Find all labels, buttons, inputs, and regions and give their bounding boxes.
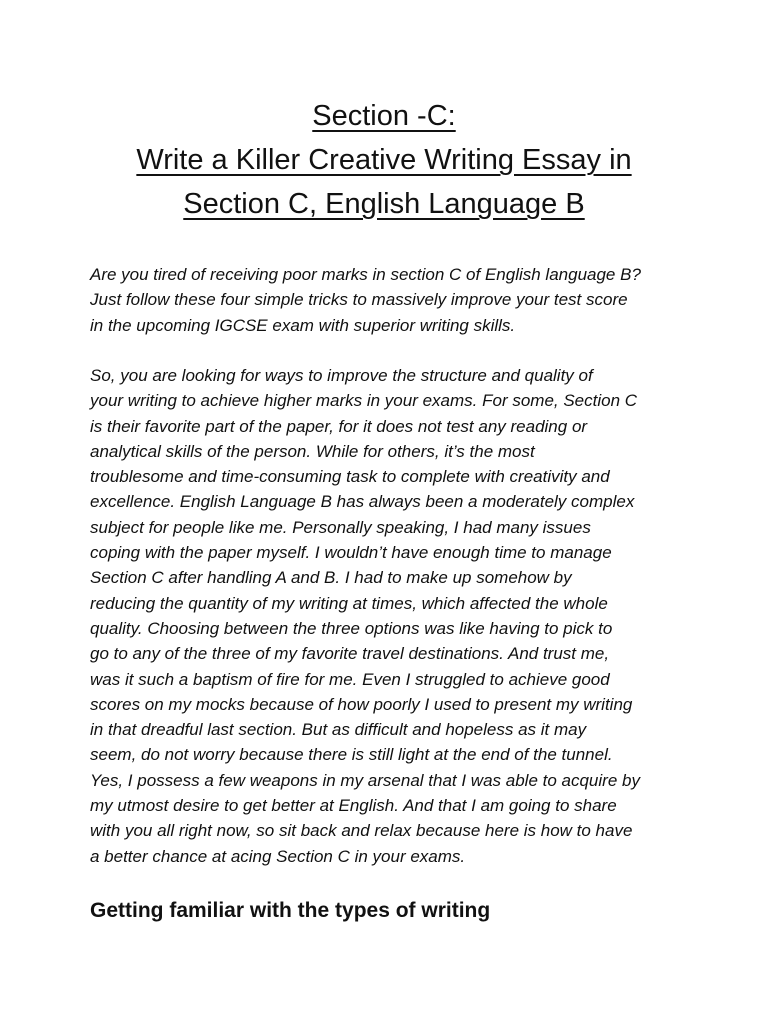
main-line: excellence. English Language B has always been a moderately complex xyxy=(90,492,635,512)
main-paragraph xyxy=(90,363,690,869)
main-line: reducing the quantity of my writing at times, which affected the whole xyxy=(90,593,608,613)
main-line: troublesome and time-consuming task to complete with creativity and xyxy=(90,467,610,487)
intro-paragraph xyxy=(90,262,690,338)
main-line: analytical skills of the person. While for others, it’s the most xyxy=(90,441,535,461)
title-line-1: Section -C: xyxy=(312,100,456,132)
main-line: Section C after handling A and B. I had to make up somehow by xyxy=(90,568,572,588)
main-line: in that dreadful last section. But as difficult and hopeless as it may xyxy=(90,720,587,740)
main-line: subject for people like me. Personally speaking, I had many issues xyxy=(90,517,591,537)
title-line-3: Section C, English Language B xyxy=(183,188,585,220)
intro-line: in the upcoming IGCSE exam with superior writing skills. xyxy=(90,315,516,335)
intro-line: Just follow these four simple tricks to massively improve your test score xyxy=(90,290,628,310)
title-line-2: Write a Killer Creative Writing Essay in xyxy=(136,144,632,176)
section-subheading: Getting familiar with the types of writing xyxy=(90,899,491,922)
main-line: my utmost desire to get better at English. And that I am going to share xyxy=(90,796,617,816)
main-line: is their favorite part of the paper, for it does not test any reading or xyxy=(90,416,588,436)
main-line: coping with the paper myself. I wouldn’t have enough time to manage xyxy=(90,543,612,563)
main-line: quality. Choosing between the three options was like having to pick to xyxy=(90,618,613,638)
main-line: Yes, I possess a few weapons in my arsenal that I was able to acquire by xyxy=(90,770,640,790)
main-line: was it such a baptism of fire for me. Even I struggled to achieve good xyxy=(90,669,610,689)
main-line: scores on my mocks because of how poorly I used to present my writing xyxy=(90,694,633,714)
main-line: your writing to achieve higher marks in your exams. For some, Section C xyxy=(90,391,638,411)
main-line: seem, do not worry because there is still light at the end of the tunnel. xyxy=(90,745,613,765)
main-line: go to any of the three of my favorite travel destinations. And trust me, xyxy=(90,644,610,664)
main-line: So, you are looking for ways to improve the structure and quality of xyxy=(90,366,593,385)
main-line: a better chance at acing Section C in your exams. xyxy=(90,846,466,866)
intro-line: Are you tired of receiving poor marks in section C of English language B? xyxy=(90,265,641,284)
page-title xyxy=(0,94,768,226)
main-line: with you all right now, so sit back and relax because here is how to have xyxy=(90,821,633,841)
